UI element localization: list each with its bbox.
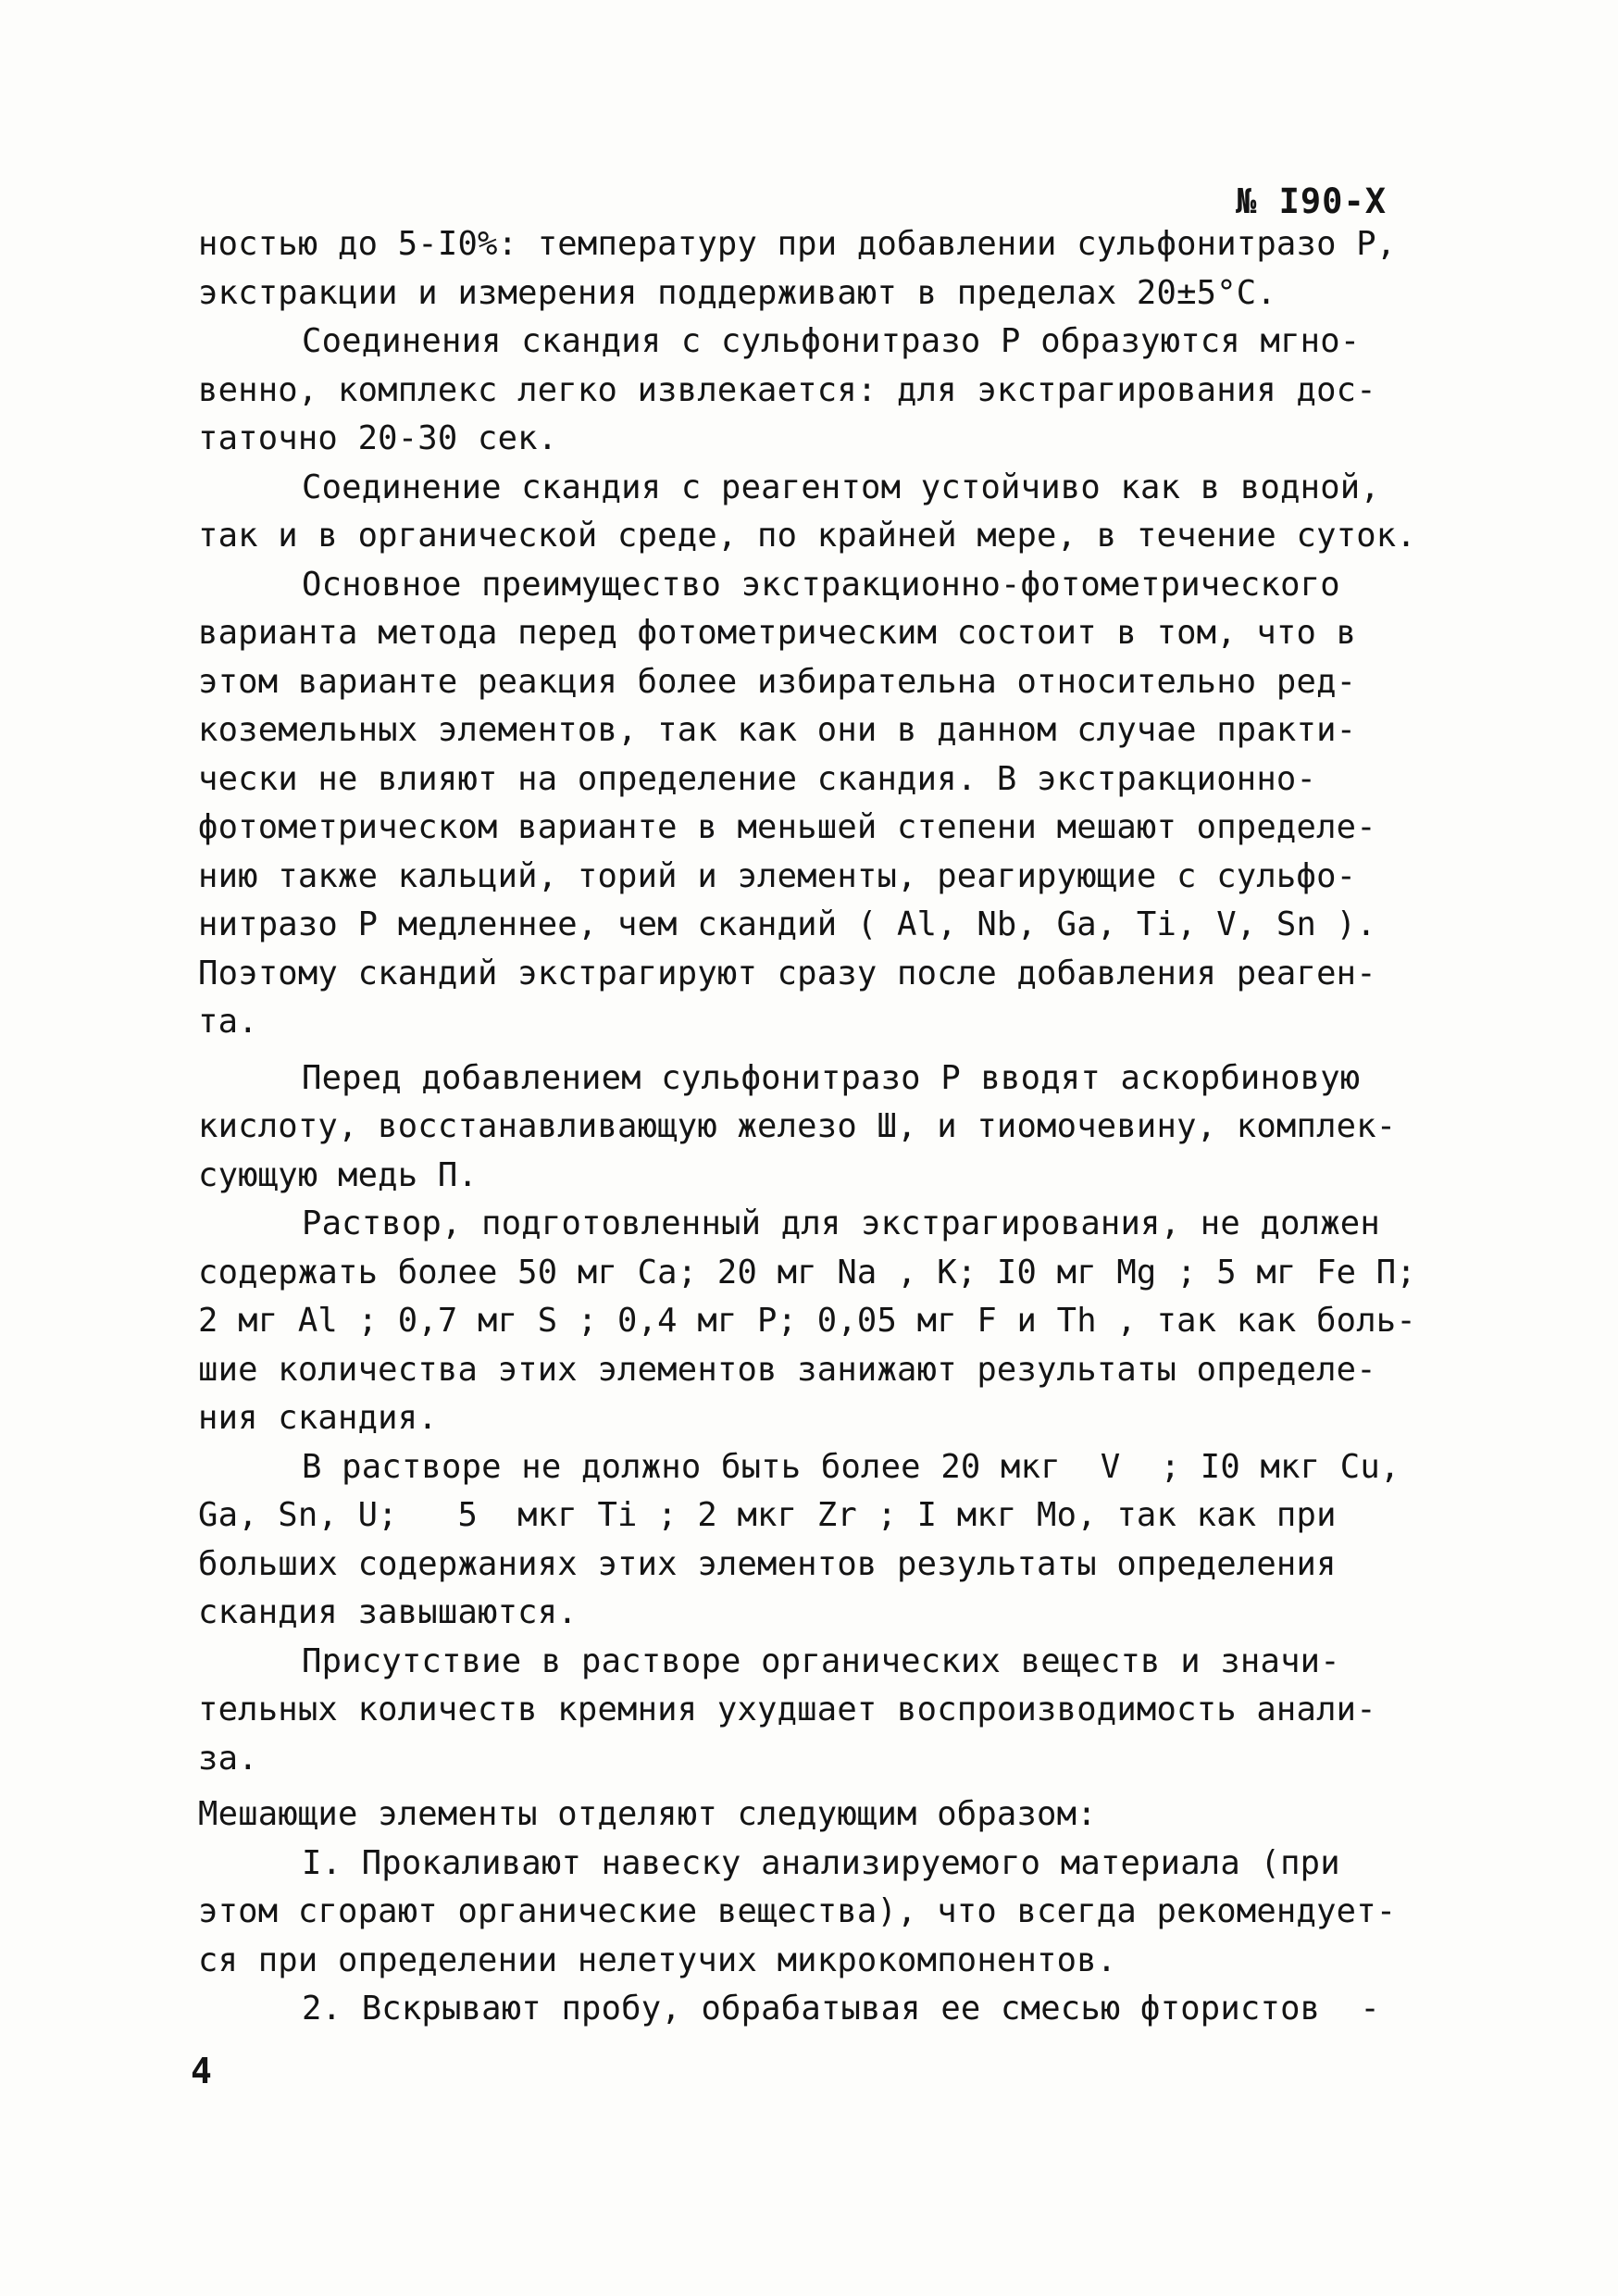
- text-line: Присутствие в растворе органических веществ и значи-: [302, 1641, 1340, 1680]
- text-line: скандия завышаются.: [198, 1593, 578, 1631]
- text-line: сующую медь П.: [198, 1155, 479, 1194]
- text-line: 2. Вскрывают пробу, обрабатывая ее смесью фтористов -: [302, 1990, 1380, 2028]
- text-line: 2 мг Al ; 0,7 мг S ; 0,4 мг P; 0,05 мг F и Th , так как боль-: [198, 1302, 1416, 1340]
- text-line: больших содержаниях этих элементов результаты определения: [198, 1544, 1337, 1583]
- text-line: коземельных элементов, так как они в данном случае практи-: [198, 711, 1357, 749]
- text-line: Ga, Sn, U; 5 мкг Ti ; 2 мкг Zr ; I мкг Mo, так как при: [198, 1496, 1337, 1534]
- text-line: этом сгорают органические вещества), что всегда рекомендует-: [198, 1892, 1397, 1930]
- text-line: шие количества этих элементов занижают результаты определе-: [198, 1350, 1376, 1389]
- text-line: В растворе не должно быть более 20 мкг V ; I0 мкг Cu,: [302, 1447, 1400, 1486]
- text-line: Соединения скандия с сульфонитразо Р образуются мгно-: [302, 322, 1361, 360]
- text-line: нитразо Р медленнее, чем скандий ( Al, Nb, Ga, Ti, V, Sn ).: [198, 905, 1376, 943]
- text-line: так и в органической среде, по крайней мере, в течение суток.: [198, 517, 1416, 555]
- text-line: Поэтому скандий экстрагируют сразу после добавления реаген-: [198, 954, 1376, 992]
- text-line: ностью до 5-I0%: температуру при добавлении сульфонитразо Р,: [198, 225, 1397, 263]
- text-line: Мешающие элементы отделяют следующим образом:: [198, 1795, 1097, 1833]
- text-line: этом варианте реакция более избирательна относительно ред-: [198, 662, 1357, 701]
- text-line: чески не влияют на определение скандия. В экстракционно-: [198, 759, 1317, 798]
- text-line: содержать более 50 мг Ca; 20 мг Na , K; I0 мг Mg ; 5 мг Fe П;: [198, 1253, 1416, 1292]
- page-number: 4: [191, 2051, 212, 2091]
- text-line: за.: [198, 1739, 258, 1778]
- text-line: Перед добавлением сульфонитразо Р вводят аскорбиновую: [302, 1058, 1361, 1097]
- text-line: та.: [198, 1003, 258, 1041]
- text-line: экстракции и измерения поддерживают в пределах 20±5°С.: [198, 273, 1276, 312]
- paragraph-gap: [198, 1783, 1438, 1791]
- text-line: таточно 20-30 сек.: [198, 419, 558, 457]
- text-line: ния скандия.: [198, 1399, 438, 1437]
- text-line: нию также кальций, торий и элементы, реагирующие с сульфо-: [198, 856, 1357, 895]
- text-line: Раствор, подготовленный для экстрагирования, не должен: [302, 1204, 1380, 1242]
- text-line: венно, комплекс легко извлекается: для экстрагирования дос-: [198, 370, 1376, 409]
- text-line: Основное преимущество экстракционно-фотометрического: [302, 565, 1340, 604]
- document-number: № I90-Х: [1236, 181, 1387, 221]
- text-line: варианта метода перед фотометрическим состоит в том, что в: [198, 614, 1357, 652]
- text-line: кислоту, восстанавливающую железо Ш, и тиомочевину, комплек-: [198, 1107, 1397, 1145]
- paragraph-gap: [198, 1047, 1438, 1054]
- text-line: Соединение скандия с реагентом устойчиво как в водной,: [302, 468, 1380, 506]
- text-line: I. Прокаливают навеску анализируемого материала (при: [302, 1843, 1340, 1882]
- text-line: ся при определении нелетучих микрокомпонентов.: [198, 1940, 1117, 1979]
- text-line: тельных количеств кремния ухудшает воспроизводимость анали-: [198, 1691, 1376, 1728]
- document-body: [198, 220, 1438, 2034]
- text-line: фотометрическом варианте в меньшей степени мешают определе-: [198, 808, 1376, 846]
